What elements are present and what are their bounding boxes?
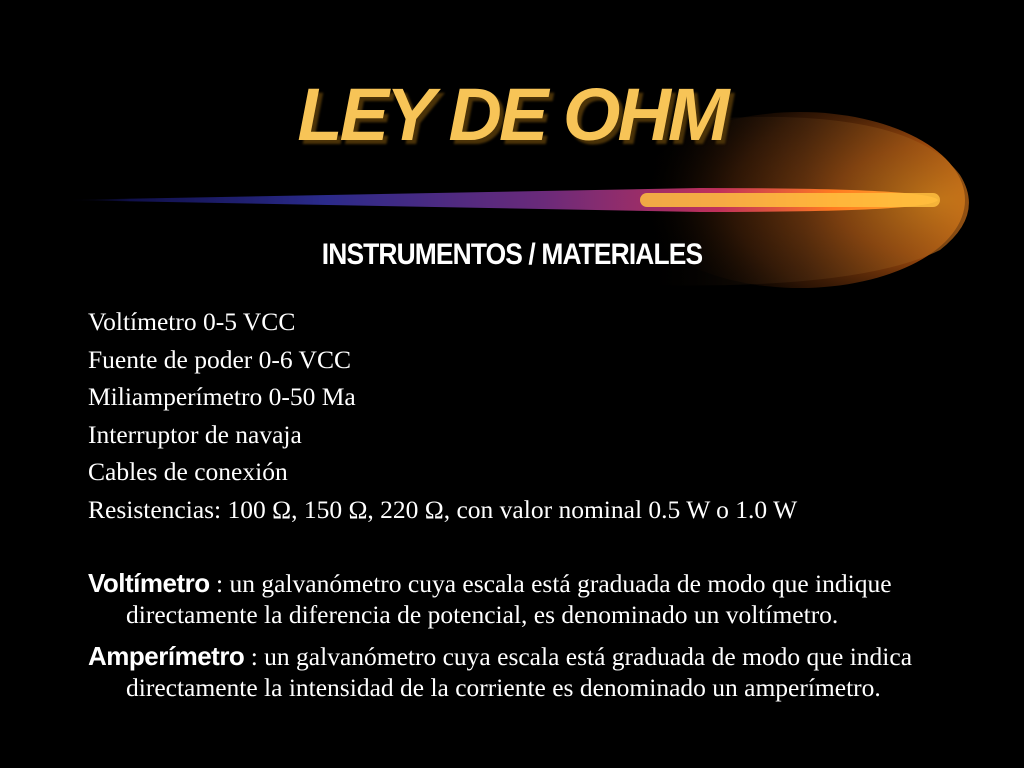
comet-core	[640, 193, 940, 207]
definition-term: Voltímetro	[88, 568, 210, 598]
list-item: Miliamperímetro 0-50 Ma	[88, 382, 356, 411]
definition-term: Amperímetro	[88, 641, 245, 671]
list-item: Resistencias: 100 Ω, 150 Ω, 220 Ω, con valor nominal 0.5 W o 1.0 W	[88, 494, 798, 524]
definition-text: : un galvanómetro cuya escala está graduada de modo que indique directamente la diferencia de potencial, es denominado un voltímetro.	[126, 569, 892, 629]
list-item: Voltímetro 0-5 VCC	[88, 307, 296, 336]
list-item: Cables de conexión	[88, 457, 288, 486]
slide-title: LEY DE OHM	[297, 73, 727, 156]
definition-voltimetro	[88, 568, 958, 630]
definitions-list	[88, 568, 958, 714]
definition-text: : un galvanómetro cuya escala está graduada de modo que indica directamente la intensidad de la corriente es denominado un amperímetro.	[126, 642, 913, 702]
materials-list	[88, 306, 958, 531]
list-item: Fuente de poder 0-6 VCC	[88, 344, 351, 374]
list-item: Interruptor de navaja	[88, 419, 302, 449]
slide-subtitle: INSTRUMENTOS / MATERIALES	[321, 238, 703, 271]
definition-amperimetro	[88, 641, 958, 703]
